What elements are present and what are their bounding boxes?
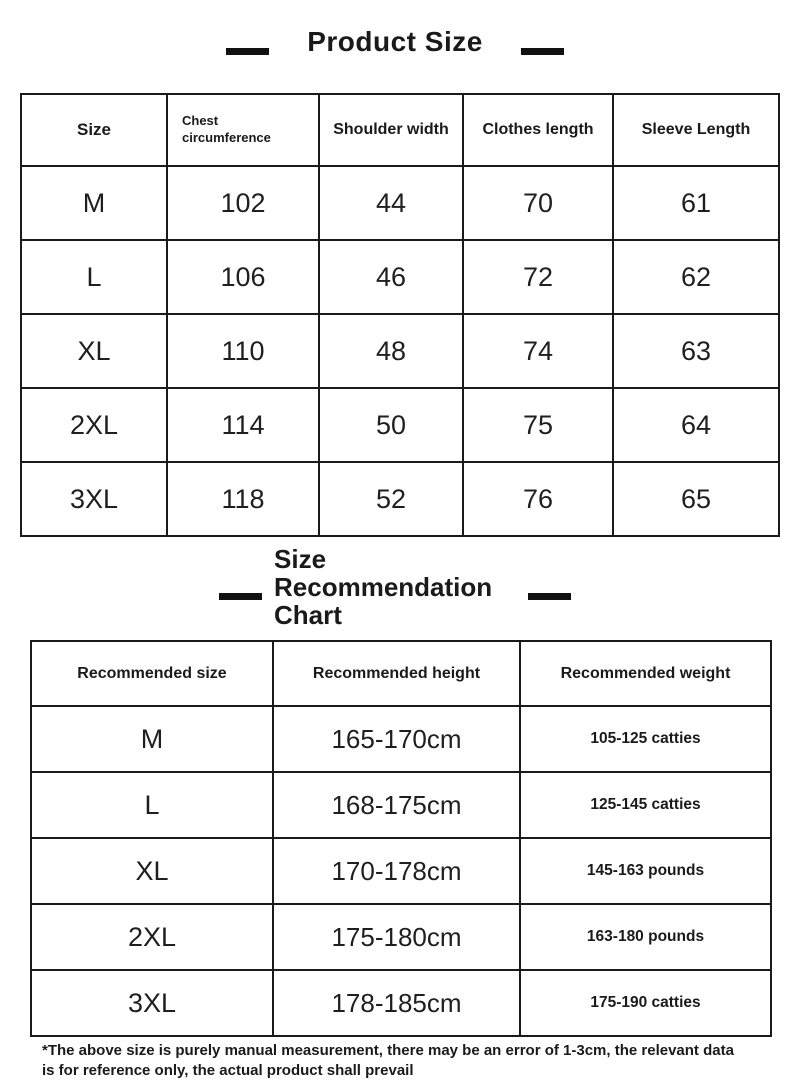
table-cell: L	[21, 240, 167, 314]
header-cell-clothes-length: Clothes length	[463, 94, 613, 166]
table-cell: 52	[319, 462, 463, 536]
left-title-bar	[226, 48, 269, 55]
table-cell: XL	[31, 838, 273, 904]
header-cell-chest-circumference	[167, 94, 319, 166]
size-recommendation-table	[30, 640, 772, 1037]
table-cell: L	[31, 772, 273, 838]
table-cell: XL	[21, 314, 167, 388]
table-cell: 2XL	[21, 388, 167, 462]
product-size-title: Product Size	[307, 26, 483, 57]
table-cell: 168-175cm	[273, 772, 520, 838]
table-cell: 62	[613, 240, 779, 314]
table-row-2xl	[21, 388, 779, 462]
table-cell: 102	[167, 166, 319, 240]
table-cell: 46	[319, 240, 463, 314]
table-header-row	[31, 641, 771, 706]
table-cell: 76	[463, 462, 613, 536]
header-cell-size: Size	[21, 94, 167, 166]
table-cell: 170-178cm	[273, 838, 520, 904]
table-row-3xl	[31, 970, 771, 1036]
table-cell: 105-125 catties	[520, 706, 771, 772]
table-row-m	[21, 166, 779, 240]
table-cell: M	[21, 166, 167, 240]
measurement-disclaimer	[42, 1041, 762, 1081]
table-cell: 2XL	[31, 904, 273, 970]
table-cell: 72	[463, 240, 613, 314]
table-cell: 3XL	[31, 970, 273, 1036]
disclaimer-line-1: *The above size is purely manual measurement, there may be an error of 1-3cm, the relevant data	[42, 1042, 734, 1059]
table-cell: 3XL	[21, 462, 167, 536]
header-cell-recommended-size: Recommended size	[31, 641, 273, 706]
left-title-bar	[219, 593, 262, 600]
table-row-2xl	[31, 904, 771, 970]
table-cell: 145-163 pounds	[520, 838, 771, 904]
table-cell: 65	[613, 462, 779, 536]
table-cell: 110	[167, 314, 319, 388]
product-size-table	[20, 93, 780, 537]
table-cell: 48	[319, 314, 463, 388]
table-cell: 106	[167, 240, 319, 314]
table-row-l	[31, 772, 771, 838]
table-header-row	[21, 94, 779, 166]
product-size-title-section	[0, 26, 790, 58]
table-cell: 75	[463, 388, 613, 462]
header-cell-recommended-height: Recommended height	[273, 641, 520, 706]
table-row-l	[21, 240, 779, 314]
table-cell: 70	[463, 166, 613, 240]
table-cell: 175-180cm	[273, 904, 520, 970]
table-cell: 50	[319, 388, 463, 462]
table-cell: 163-180 pounds	[520, 904, 771, 970]
table-row-xl	[21, 314, 779, 388]
table-cell: 64	[613, 388, 779, 462]
table-cell: 44	[319, 166, 463, 240]
table-cell: 74	[463, 314, 613, 388]
header-cell-sleeve-length: Sleeve Length	[613, 94, 779, 166]
table-cell: 165-170cm	[273, 706, 520, 772]
table-row-xl	[31, 838, 771, 904]
table-cell: M	[31, 706, 273, 772]
table-cell: 125-145 catties	[520, 772, 771, 838]
header-cell-recommended-weight: Recommended weight	[520, 641, 771, 706]
size-recommendation-title: Size Recommendation Chart	[274, 544, 493, 630]
size-recommendation-title-section	[0, 545, 790, 629]
disclaimer-line-2: is for reference only, the actual product shall prevail	[42, 1062, 414, 1079]
table-row-m	[31, 706, 771, 772]
table-row-3xl	[21, 462, 779, 536]
header-cell-shoulder-width: Shoulder width	[319, 94, 463, 166]
right-title-bar	[528, 593, 571, 600]
right-title-bar	[521, 48, 564, 55]
table-cell: 63	[613, 314, 779, 388]
table-cell: 178-185cm	[273, 970, 520, 1036]
table-cell: 118	[167, 462, 319, 536]
table-cell: 61	[613, 166, 779, 240]
table-cell: 114	[167, 388, 319, 462]
header-cell-label: Chest circumference	[182, 113, 271, 145]
table-cell: 175-190 catties	[520, 970, 771, 1036]
